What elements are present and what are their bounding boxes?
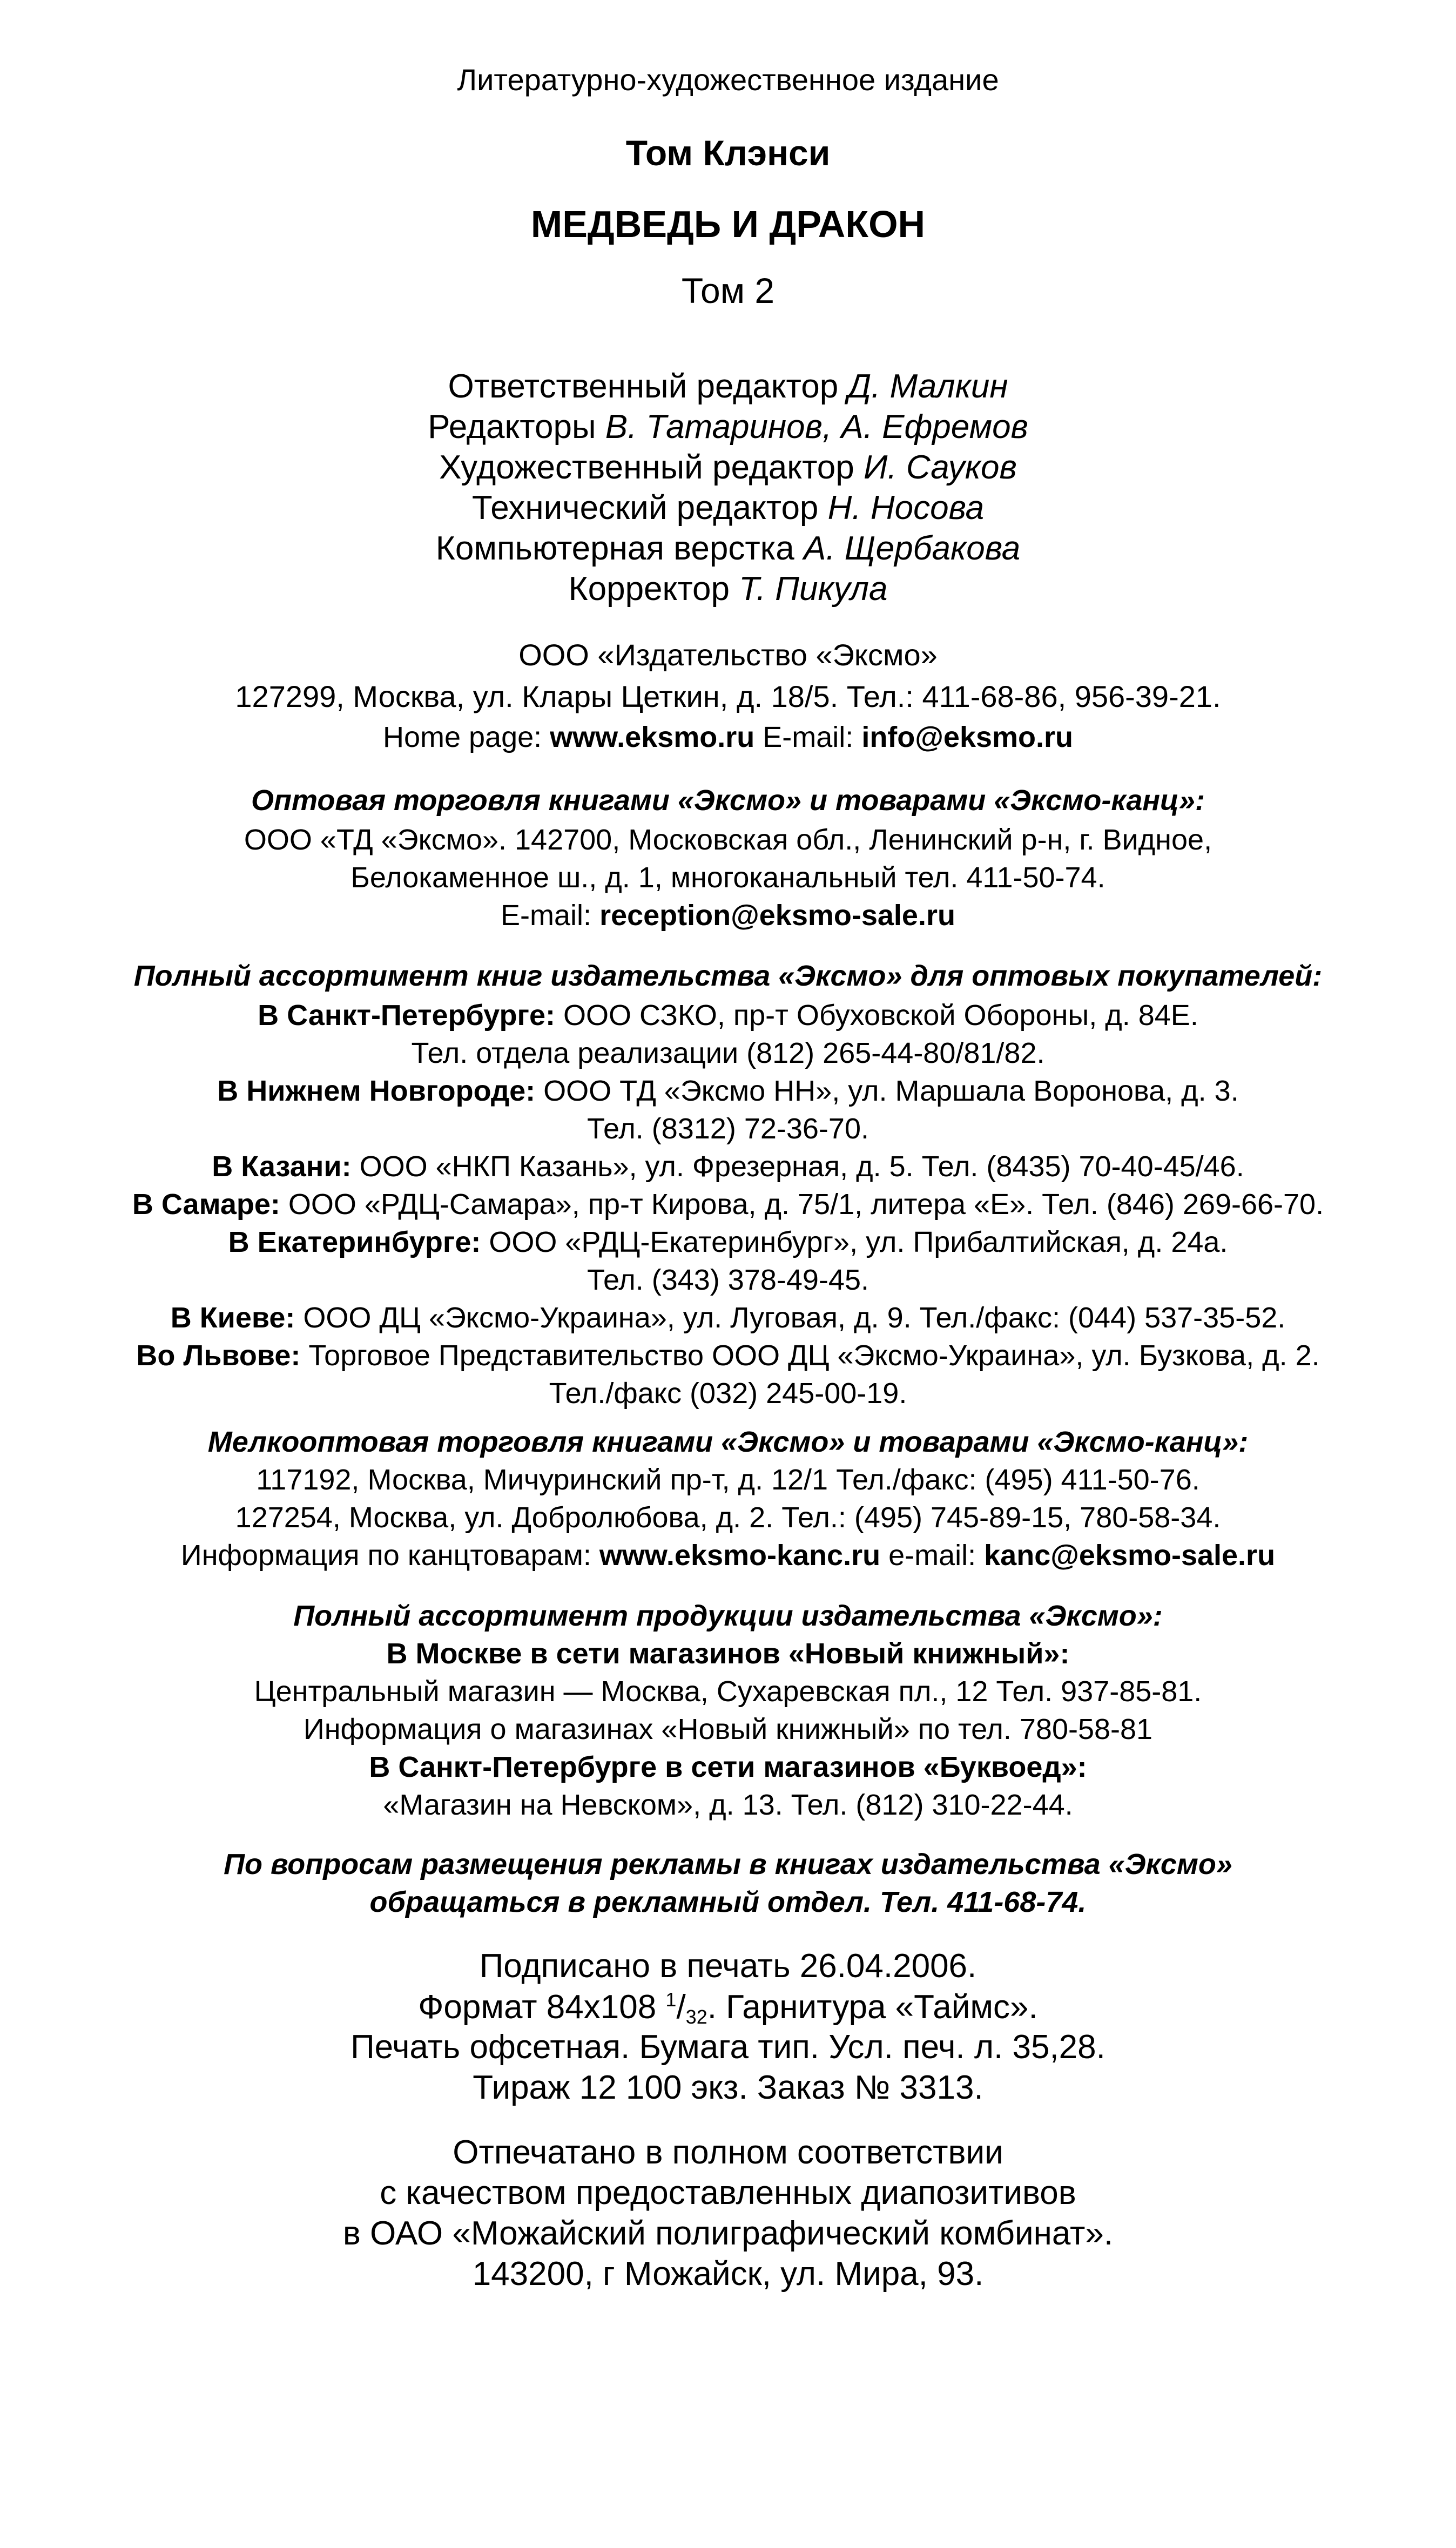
email-link[interactable]: info@eksmo.ru: [861, 721, 1074, 753]
city-phone: Тел. (343) 378-49-45.: [587, 1264, 869, 1296]
city-label: Во Львове:: [136, 1339, 301, 1372]
kanc-site-link[interactable]: www.eksmo-kanc.ru: [599, 1539, 881, 1572]
credit-person: Т. Пикула: [739, 570, 888, 608]
city-label: В Киеве:: [170, 1302, 295, 1334]
city-text: ООО «РДЦ-Самара», пр-т Кирова, д. 75/1, литера «Е». Тел. (846) 269-66-70.: [288, 1188, 1324, 1221]
email-label: E-mail:: [763, 721, 854, 753]
city-label: В Екатеринбурге:: [228, 1226, 481, 1258]
author-name: Том Клэнси: [625, 133, 831, 173]
credit-role: Ответственный редактор: [448, 368, 839, 405]
signed-line: Подписано в печать 26.04.2006.: [479, 1947, 977, 1985]
city-label: В Казани:: [212, 1150, 352, 1183]
assortment-heading: Полный ассортимент книг издательства «Эксмо» для оптовых покупателей:: [133, 960, 1323, 992]
city-phone: Тел. отдела реализации (812) 265-44-80/81/82.: [411, 1037, 1045, 1069]
retail-moscow-heading: В Москве в сети магазинов «Новый книжный»:: [386, 1637, 1070, 1670]
credit-person: И. Сауков: [864, 449, 1017, 486]
credit-person: Н. Носова: [827, 489, 985, 527]
volume-label: Том 2: [681, 271, 775, 311]
wholesale-line: ООО «ТД «Эксмо». 142700, Московская обл., Ленинский р-н, г. Видное,: [244, 824, 1212, 856]
paper-line: Печать офсетная. Бумага тип. Усл. печ. л. 35,28.: [350, 2028, 1106, 2066]
city-label: В Самаре:: [132, 1188, 280, 1221]
wholesale-line: Белокаменное ш., д. 1, многоканальный тел. 411-50-74.: [350, 861, 1106, 894]
printer-line: 143200, г Можайск, ул. Мира, 93.: [472, 2255, 984, 2293]
credit-role: Корректор: [568, 570, 730, 608]
publisher-address: 127299, Москва, ул. Клары Цеткин, д. 18/5. Тел.: 411-68-86, 956-39-21.: [235, 679, 1221, 713]
advertising-line: По вопросам размещения рекламы в книгах издательства «Эксмо»: [224, 1848, 1232, 1880]
format-numerator: 1: [665, 1988, 677, 2011]
city-label: В Нижнем Новгороде:: [217, 1075, 536, 1107]
format-prefix: Формат 84х108: [418, 1988, 657, 2026]
genre-line: Литературно-художественное издание: [457, 63, 999, 97]
kanc-info-line: [0, 1541, 1456, 1570]
small-wholesale-line: 127254, Москва, ул. Добролюбова, д. 2. Тел.: (495) 745-89-15, 780-58-34.: [235, 1501, 1221, 1534]
printer-line: в ОАО «Можайский полиграфический комбинат».: [342, 2215, 1114, 2252]
city-line: [0, 1303, 1456, 1332]
credit-line: [0, 370, 1456, 403]
retail-heading: Полный ассортимент продукции издательства «Эксмо»:: [293, 1600, 1163, 1632]
credit-line: [0, 410, 1456, 444]
credit-role: Художественный редактор: [439, 449, 854, 486]
retail-line: Информация о магазинах «Новый книжный» по тел. 780-58-81: [303, 1713, 1153, 1745]
credit-line: [0, 572, 1456, 606]
city-text: Торговое Представительство ООО ДЦ «Эксмо-Украина», ул. Бузкова, д. 2.: [308, 1339, 1320, 1372]
retail-line: «Магазин на Невском», д. 13. Тел. (812) 310-22-44.: [383, 1789, 1073, 1821]
homepage-link[interactable]: www.eksmo.ru: [550, 721, 755, 753]
city-line: [0, 1341, 1456, 1370]
email-link[interactable]: reception@eksmo-sale.ru: [599, 899, 955, 932]
credit-line: [0, 532, 1456, 565]
city-text: ООО «НКП Казань», ул. Фрезерная, д. 5. Тел. (8435) 70-40-45/46.: [359, 1150, 1244, 1183]
publisher-name: ООО «Издательство «Эксмо»: [518, 638, 938, 672]
city-line: [0, 1190, 1456, 1219]
city-line: [0, 1076, 1456, 1106]
printer-line: с качеством предоставленных диапозитивов: [380, 2174, 1076, 2212]
homepage-label: Home page:: [382, 721, 542, 753]
credit-line: [0, 491, 1456, 525]
publisher-contacts: [0, 723, 1456, 752]
run-line: Тираж 12 100 экз. Заказ № 3313.: [473, 2069, 983, 2106]
city-text: ООО ТД «Эксмо НН», ул. Маршала Воронова, д. 3.: [543, 1075, 1239, 1107]
email-label: e-mail:: [888, 1539, 976, 1572]
city-line: [0, 1152, 1456, 1181]
book-title: МЕДВЕДЬ И ДРАКОН: [530, 203, 926, 245]
advertising-line: обращаться в рекламный отдел. Тел. 411-68-74.: [369, 1886, 1087, 1918]
credit-role: Технический редактор: [471, 489, 819, 527]
email-link[interactable]: kanc@eksmo-sale.ru: [984, 1539, 1276, 1572]
small-wholesale-line: 117192, Москва, Мичуринский пр-т, д. 12/1 Тел./факс: (495) 411-50-76.: [256, 1464, 1200, 1496]
format-line: [0, 1990, 1456, 2027]
city-phone: Тел. (8312) 72-36-70.: [587, 1113, 869, 1145]
city-text: ООО «РДЦ-Екатеринбург», ул. Прибалтийская, д. 24а.: [489, 1226, 1228, 1258]
credit-person: Д. Малкин: [847, 368, 1008, 405]
credit-line: [0, 451, 1456, 484]
credit-role: Компьютерная верстка: [435, 530, 794, 567]
retail-line: Центральный магазин — Москва, Сухаревская пл., 12 Тел. 937-85-81.: [254, 1675, 1202, 1708]
credit-person: В. Татаринов, А. Ефремов: [605, 408, 1028, 446]
kanc-label: Информация по канцтоварам:: [180, 1539, 591, 1572]
city-line: [0, 1228, 1456, 1257]
email-label: E-mail:: [501, 899, 592, 932]
wholesale-heading: Оптовая торговля книгами «Эксмо» и товарами «Эксмо-канц»:: [251, 784, 1205, 817]
city-text: ООО ДЦ «Эксмо-Украина», ул. Луговая, д. 9. Тел./факс: (044) 537-35-52.: [303, 1302, 1286, 1334]
wholesale-email-line: [0, 901, 1456, 930]
format-denominator: 32: [685, 2006, 707, 2028]
city-label: В Санкт-Петербурге:: [258, 999, 555, 1032]
city-phone: Тел./факс (032) 245-00-19.: [549, 1377, 907, 1410]
format-suffix: . Гарнитура «Таймс».: [707, 1988, 1038, 2026]
credit-role: Редакторы: [428, 408, 596, 446]
credit-person: А. Щербакова: [803, 530, 1021, 567]
city-line: [0, 1001, 1456, 1030]
city-text: ООО СЗКО, пр-т Обуховской Обороны, д. 84Е.: [563, 999, 1198, 1032]
retail-spb-heading: В Санкт-Петербурге в сети магазинов «Буквоед»:: [369, 1751, 1087, 1783]
format-slash: /: [676, 1988, 686, 2026]
printer-line: Отпечатано в полном соответствии: [453, 2134, 1003, 2171]
small-wholesale-heading: Мелкооптовая торговля книгами «Эксмо» и товарами «Эксмо-канц»:: [207, 1426, 1249, 1458]
